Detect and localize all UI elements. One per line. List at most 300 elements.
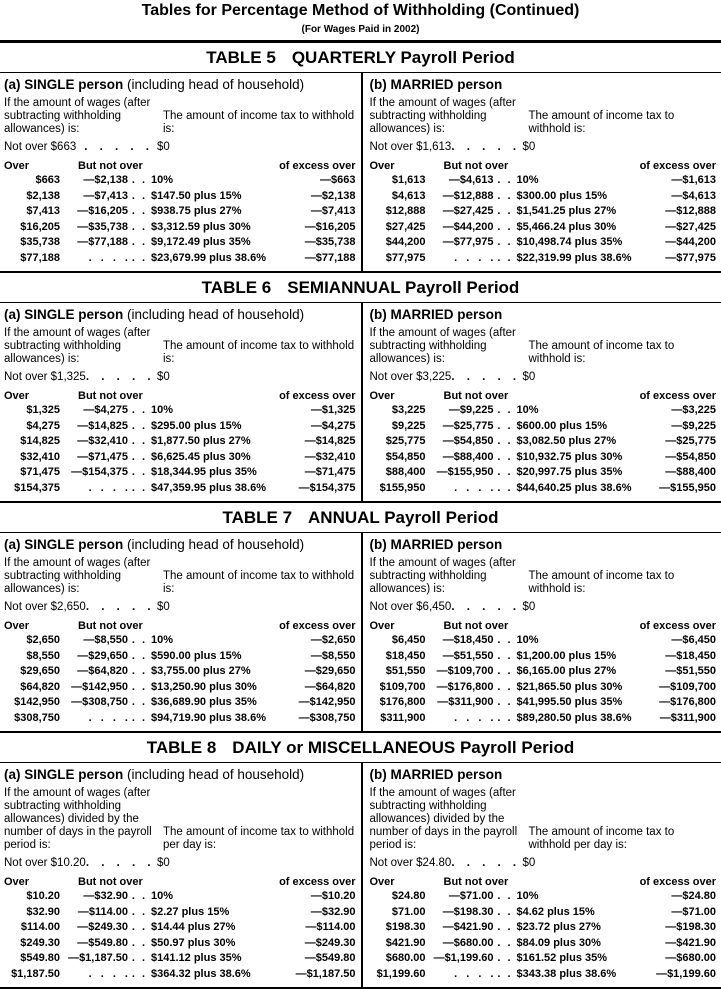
table-row bbox=[370, 434, 717, 450]
col-over-label: Over bbox=[370, 876, 444, 889]
dot-leader: . . bbox=[494, 920, 515, 936]
of-excess-over-value: —$71,475 bbox=[305, 465, 356, 481]
over-value: $7,413 bbox=[4, 204, 60, 220]
col-but-not-over-label: But not over bbox=[78, 160, 279, 173]
table-row bbox=[4, 664, 356, 680]
dot-leader: . . bbox=[128, 204, 149, 220]
dot-leader: . . bbox=[494, 951, 515, 967]
of-excess-over-value: —$249.30 bbox=[305, 936, 356, 952]
dot-leader: . . bbox=[494, 465, 515, 481]
over-value: $27,425 bbox=[370, 220, 426, 236]
of-excess-over-value: —$18,450 bbox=[665, 649, 716, 665]
tax-formula: $161.52 plus 35% bbox=[515, 951, 666, 967]
not-over-line bbox=[370, 601, 717, 613]
table-row bbox=[370, 403, 717, 419]
table-row bbox=[370, 220, 717, 236]
married-heading-bold: (b) MARRIED person bbox=[370, 537, 503, 552]
single-heading-rest: (including head of household) bbox=[123, 307, 304, 322]
over-value: $8,550 bbox=[4, 649, 60, 665]
dot-leader: . . bbox=[128, 220, 149, 236]
over-value: $71.00 bbox=[370, 905, 426, 921]
intro-text bbox=[370, 327, 717, 366]
over-value: $9,225 bbox=[370, 419, 426, 435]
dot-leader: . . . . . bbox=[451, 141, 516, 153]
col-of-excess-over-label: of excess over bbox=[640, 620, 716, 633]
over-value: $35,738 bbox=[4, 235, 60, 251]
but-not-over-value: —$44,200 bbox=[426, 220, 494, 236]
tax-description: The amount of income tax to withhold is: bbox=[529, 110, 717, 136]
column-headers bbox=[4, 160, 356, 173]
col-but-not-over-label: But not over bbox=[444, 620, 640, 633]
intro-text bbox=[4, 97, 356, 136]
over-value: $32,410 bbox=[4, 450, 60, 466]
of-excess-over-value: —$3,225 bbox=[671, 403, 716, 419]
wages-description: If the amount of wages (after subtracting withholding allowances) is: bbox=[370, 557, 523, 596]
of-excess-over-value: —$51,550 bbox=[665, 664, 716, 680]
but-not-over-value: —$8,550 bbox=[60, 633, 128, 649]
dot-leader: . . bbox=[128, 905, 149, 921]
single-heading bbox=[4, 306, 356, 327]
tax-formula: $295.00 plus 15% bbox=[149, 419, 311, 435]
table-row bbox=[370, 251, 717, 267]
table-8-body bbox=[0, 762, 721, 989]
column-headers bbox=[4, 876, 356, 889]
of-excess-over-value: —$77,188 bbox=[305, 251, 356, 267]
table-row bbox=[4, 465, 356, 481]
but-not-over-value: —$14,825 bbox=[60, 419, 128, 435]
tax-formula: $600.00 plus 15% bbox=[515, 419, 672, 435]
dot-leader: . . bbox=[494, 235, 515, 251]
page-subtitle: (For Wages Paid in 2002) bbox=[0, 24, 721, 35]
but-not-over-value: —$308,750 bbox=[60, 695, 128, 711]
tax-formula: $10,932.75 plus 30% bbox=[515, 450, 666, 466]
bracket-rows bbox=[370, 403, 717, 496]
table-number: TABLE 5 bbox=[206, 48, 276, 67]
of-excess-over-value: —$1,613 bbox=[671, 173, 716, 189]
dot-leader: . . bbox=[128, 419, 149, 435]
over-value: $549.80 bbox=[4, 951, 60, 967]
dot-leader: . . bbox=[128, 711, 149, 727]
table-name: ANNUAL Payroll Period bbox=[308, 508, 499, 527]
col-but-not-over-label: But not over bbox=[78, 876, 279, 889]
intro-text bbox=[370, 787, 717, 852]
of-excess-over-value: —$71.00 bbox=[671, 905, 716, 921]
tax-formula: $6,625.45 plus 30% bbox=[149, 450, 305, 466]
tax-formula: $4.62 plus 15% bbox=[515, 905, 672, 921]
of-excess-over-value: —$25,775 bbox=[665, 434, 716, 450]
table-row bbox=[4, 936, 356, 952]
table-number: TABLE 6 bbox=[202, 278, 272, 297]
of-excess-over-value: —$10.20 bbox=[311, 889, 356, 905]
of-excess-over-value: —$142,950 bbox=[299, 695, 356, 711]
but-not-over-value: —$311,900 bbox=[426, 695, 494, 711]
tax-formula: 10% bbox=[149, 403, 311, 419]
tax-formula: $14.44 plus 27% bbox=[149, 920, 305, 936]
col-over-label: Over bbox=[4, 390, 78, 403]
over-value: $77,975 bbox=[370, 251, 426, 267]
tax-formula: $6,165.00 plus 27% bbox=[515, 664, 666, 680]
over-value: $14,825 bbox=[4, 434, 60, 450]
bracket-rows bbox=[4, 173, 356, 266]
of-excess-over-value: —$7,413 bbox=[311, 204, 356, 220]
dot-leader: . . bbox=[128, 450, 149, 466]
dot-leader: . . bbox=[128, 251, 149, 267]
table-row bbox=[370, 204, 717, 220]
dot-leader: . . bbox=[128, 235, 149, 251]
not-over-text: Not over $1,325 bbox=[4, 371, 86, 383]
but-not-over-value: —$18,450 bbox=[426, 633, 494, 649]
over-value: $77,188 bbox=[4, 251, 60, 267]
not-over-amount: $0 bbox=[157, 141, 170, 153]
wages-description: If the amount of wages (after subtracting withholding allowances) divided by the number of days in the payroll period is: bbox=[370, 787, 523, 852]
table-row bbox=[4, 695, 356, 711]
not-over-amount: $0 bbox=[523, 857, 536, 869]
tax-formula: $5,466.24 plus 30% bbox=[515, 220, 666, 236]
table-row bbox=[370, 649, 717, 665]
of-excess-over-value: —$24.80 bbox=[671, 889, 716, 905]
of-excess-over-value: —$88,400 bbox=[665, 465, 716, 481]
tax-formula: $343.38 plus 38.6% bbox=[515, 967, 657, 983]
intro-text bbox=[4, 557, 356, 596]
dot-leader: . . bbox=[128, 967, 149, 983]
but-not-over-value: —$4,613 bbox=[426, 173, 494, 189]
of-excess-over-value: —$308,750 bbox=[299, 711, 356, 727]
tax-formula: $147.50 plus 15% bbox=[149, 189, 311, 205]
intro-text bbox=[370, 557, 717, 596]
of-excess-over-value: —$109,700 bbox=[659, 680, 716, 696]
table-6-body bbox=[0, 302, 721, 503]
tax-formula: $41,995.50 plus 35% bbox=[515, 695, 660, 711]
but-not-over-value: . . . . bbox=[60, 967, 128, 983]
tax-formula: $44,640.25 plus 38.6% bbox=[515, 481, 660, 497]
over-value: $4,275 bbox=[4, 419, 60, 435]
over-value: $29,650 bbox=[4, 664, 60, 680]
over-value: $12,888 bbox=[370, 204, 426, 220]
table-row bbox=[4, 434, 356, 450]
table-row bbox=[4, 649, 356, 665]
but-not-over-value: —$1,187.50 bbox=[60, 951, 128, 967]
table-row bbox=[370, 664, 717, 680]
over-value: $109,700 bbox=[370, 680, 426, 696]
dot-leader: . . . . . bbox=[451, 371, 516, 383]
not-over-line bbox=[4, 857, 356, 869]
of-excess-over-value: —$16,205 bbox=[305, 220, 356, 236]
but-not-over-value: —$421.90 bbox=[426, 920, 494, 936]
wages-description: If the amount of wages (after subtracting withholding allowances) is: bbox=[4, 327, 157, 366]
tax-formula: 10% bbox=[515, 633, 672, 649]
dot-leader: . . bbox=[128, 695, 149, 711]
but-not-over-value: . . . . bbox=[426, 251, 494, 267]
but-not-over-value: —$2,138 bbox=[60, 173, 128, 189]
over-value: $6,450 bbox=[370, 633, 426, 649]
single-heading-bold: (a) SINGLE person bbox=[4, 307, 123, 322]
of-excess-over-value: —$1,187.50 bbox=[296, 967, 356, 983]
dot-leader: . . bbox=[494, 889, 515, 905]
over-value: $680.00 bbox=[370, 951, 426, 967]
of-excess-over-value: —$311,900 bbox=[660, 711, 716, 727]
but-not-over-value: —$29,650 bbox=[60, 649, 128, 665]
but-not-over-value: . . . . bbox=[60, 251, 128, 267]
wages-description: If the amount of wages (after subtracting withholding allowances) divided by the number of days in the payroll period is: bbox=[4, 787, 157, 852]
table-8-section bbox=[0, 733, 721, 989]
bracket-rows bbox=[370, 889, 717, 982]
tax-formula: $300.00 plus 15% bbox=[515, 189, 672, 205]
but-not-over-value: —$64,820 bbox=[60, 664, 128, 680]
column-headers bbox=[4, 620, 356, 633]
table-5-married-panel bbox=[361, 73, 721, 271]
table-row bbox=[4, 235, 356, 251]
table-name: DAILY or MISCELLANEOUS Payroll Period bbox=[232, 738, 574, 757]
over-value: $51,550 bbox=[370, 664, 426, 680]
over-value: $54,850 bbox=[370, 450, 426, 466]
but-not-over-value: —$16,205 bbox=[60, 204, 128, 220]
dot-leader: . . bbox=[494, 481, 515, 497]
table-row bbox=[370, 173, 717, 189]
single-heading-bold: (a) SINGLE person bbox=[4, 77, 123, 92]
tax-description: The amount of income tax to withhold is: bbox=[163, 570, 356, 596]
tax-formula: $18,344.95 plus 35% bbox=[149, 465, 305, 481]
married-heading bbox=[370, 306, 717, 327]
single-heading bbox=[4, 76, 356, 97]
dot-leader: . . bbox=[494, 434, 515, 450]
bracket-rows bbox=[370, 173, 717, 266]
col-over-label: Over bbox=[4, 160, 78, 173]
over-value: $155,950 bbox=[370, 481, 426, 497]
not-over-amount: $0 bbox=[523, 141, 536, 153]
but-not-over-value: —$71.00 bbox=[426, 889, 494, 905]
wages-description: If the amount of wages (after subtracting withholding allowances) is: bbox=[370, 97, 523, 136]
over-value: $1,199.60 bbox=[370, 967, 426, 983]
dot-leader: . . bbox=[128, 936, 149, 952]
col-over-label: Over bbox=[370, 620, 444, 633]
col-of-excess-over-label: of excess over bbox=[640, 390, 716, 403]
col-of-excess-over-label: of excess over bbox=[640, 160, 716, 173]
table-row bbox=[370, 465, 717, 481]
dot-leader: . . bbox=[494, 664, 515, 680]
over-value: $32.90 bbox=[4, 905, 60, 921]
table-row bbox=[4, 711, 356, 727]
over-value: $421.90 bbox=[370, 936, 426, 952]
not-over-text: Not over $10.20 bbox=[4, 857, 86, 869]
page-title: Tables for Percentage Method of Withholding (Continued) bbox=[0, 2, 721, 20]
table-row bbox=[4, 680, 356, 696]
but-not-over-value: —$27,425 bbox=[426, 204, 494, 220]
document-header bbox=[0, 0, 721, 43]
dot-leader: . . . . . bbox=[86, 371, 151, 383]
but-not-over-value: . . . . bbox=[60, 711, 128, 727]
single-heading-rest: (including head of household) bbox=[123, 537, 304, 552]
over-value: $311,900 bbox=[370, 711, 426, 727]
table-row bbox=[4, 920, 356, 936]
dot-leader: . . . . . bbox=[451, 857, 516, 869]
married-heading bbox=[370, 766, 717, 787]
col-over-label: Over bbox=[370, 390, 444, 403]
table-6-married-panel bbox=[361, 303, 721, 501]
tax-formula: $3,312.59 plus 30% bbox=[149, 220, 305, 236]
dot-leader: . . bbox=[494, 204, 515, 220]
col-but-not-over-label: But not over bbox=[444, 390, 640, 403]
tax-formula: 10% bbox=[149, 889, 311, 905]
table-row bbox=[370, 951, 717, 967]
of-excess-over-value: —$54,850 bbox=[665, 450, 716, 466]
married-heading bbox=[370, 536, 717, 557]
over-value: $44,200 bbox=[370, 235, 426, 251]
not-over-line bbox=[4, 371, 356, 383]
table-row bbox=[4, 251, 356, 267]
tax-description: The amount of income tax to withhold is: bbox=[529, 570, 717, 596]
table-row bbox=[370, 481, 717, 497]
not-over-text: Not over $2,650 bbox=[4, 601, 86, 613]
table-7-section bbox=[0, 503, 721, 733]
dot-leader: . . . . . bbox=[84, 141, 149, 153]
of-excess-over-value: —$8,550 bbox=[311, 649, 356, 665]
bracket-rows bbox=[4, 403, 356, 496]
table-row bbox=[4, 204, 356, 220]
but-not-over-value: . . . . bbox=[60, 481, 128, 497]
but-not-over-value: —$114.00 bbox=[60, 905, 128, 921]
but-not-over-value: —$680.00 bbox=[426, 936, 494, 952]
tax-description: The amount of income tax to withhold per day is: bbox=[529, 826, 717, 852]
but-not-over-value: —$142,950 bbox=[60, 680, 128, 696]
not-over-text: Not over $6,450 bbox=[370, 601, 452, 613]
single-heading bbox=[4, 536, 356, 557]
table-7-body bbox=[0, 532, 721, 733]
table-7-single-panel bbox=[0, 533, 361, 731]
table-8-single-panel bbox=[0, 763, 361, 987]
dot-leader: . . bbox=[128, 465, 149, 481]
column-headers bbox=[370, 876, 717, 889]
table-row bbox=[370, 633, 717, 649]
tax-formula: $3,755.00 plus 27% bbox=[149, 664, 305, 680]
over-value: $2,138 bbox=[4, 189, 60, 205]
but-not-over-value: —$155,950 bbox=[426, 465, 494, 481]
column-headers bbox=[370, 390, 717, 403]
married-heading-bold: (b) MARRIED person bbox=[370, 307, 503, 322]
not-over-line bbox=[370, 857, 717, 869]
over-value: $308,750 bbox=[4, 711, 60, 727]
dot-leader: . . bbox=[494, 967, 515, 983]
but-not-over-value: —$54,850 bbox=[426, 434, 494, 450]
table-row bbox=[370, 905, 717, 921]
married-heading-bold: (b) MARRIED person bbox=[370, 77, 503, 92]
married-heading-bold: (b) MARRIED person bbox=[370, 767, 503, 782]
dot-leader: . . bbox=[494, 633, 515, 649]
table-row bbox=[4, 403, 356, 419]
dot-leader: . . bbox=[494, 905, 515, 921]
dot-leader: . . bbox=[494, 173, 515, 189]
of-excess-over-value: —$549.80 bbox=[305, 951, 356, 967]
table-row bbox=[4, 481, 356, 497]
of-excess-over-value: —$176,800 bbox=[659, 695, 716, 711]
col-over-label: Over bbox=[370, 160, 444, 173]
dot-leader: . . bbox=[494, 189, 515, 205]
table-row bbox=[370, 450, 717, 466]
not-over-line bbox=[370, 371, 717, 383]
table-number: TABLE 8 bbox=[147, 738, 217, 757]
but-not-over-value: —$77,975 bbox=[426, 235, 494, 251]
but-not-over-value: —$549.80 bbox=[60, 936, 128, 952]
wages-description: If the amount of wages (after subtracting withholding allowances) is: bbox=[370, 327, 523, 366]
but-not-over-value: —$198.30 bbox=[426, 905, 494, 921]
col-over-label: Over bbox=[4, 620, 78, 633]
single-heading-bold: (a) SINGLE person bbox=[4, 537, 123, 552]
column-headers bbox=[370, 160, 717, 173]
tax-formula: $938.75 plus 27% bbox=[149, 204, 311, 220]
but-not-over-value: —$77,188 bbox=[60, 235, 128, 251]
but-not-over-value: —$88,400 bbox=[426, 450, 494, 466]
of-excess-over-value: —$1,325 bbox=[311, 403, 356, 419]
bracket-rows bbox=[4, 889, 356, 982]
tax-formula: $364.32 plus 38.6% bbox=[149, 967, 296, 983]
not-over-text: Not over $24.80 bbox=[370, 857, 452, 869]
table-row bbox=[370, 235, 717, 251]
of-excess-over-value: —$2,650 bbox=[311, 633, 356, 649]
but-not-over-value: —$7,413 bbox=[60, 189, 128, 205]
over-value: $10.20 bbox=[4, 889, 60, 905]
not-over-text: Not over $3,225 bbox=[370, 371, 452, 383]
table-row bbox=[370, 711, 717, 727]
of-excess-over-value: —$29,650 bbox=[305, 664, 356, 680]
not-over-line bbox=[370, 141, 717, 153]
table-row bbox=[370, 889, 717, 905]
tax-formula: 10% bbox=[515, 403, 672, 419]
not-over-amount: $0 bbox=[157, 371, 170, 383]
but-not-over-value: —$32,410 bbox=[60, 434, 128, 450]
col-but-not-over-label: But not over bbox=[444, 876, 640, 889]
tax-formula: $2.27 plus 15% bbox=[149, 905, 311, 921]
table-row bbox=[4, 889, 356, 905]
dot-leader: . . bbox=[128, 649, 149, 665]
bracket-rows bbox=[4, 633, 356, 726]
of-excess-over-value: —$32,410 bbox=[305, 450, 356, 466]
single-heading-rest: (including head of household) bbox=[123, 767, 304, 782]
not-over-amount: $0 bbox=[157, 601, 170, 613]
dot-leader: . . bbox=[494, 936, 515, 952]
table-5-section bbox=[0, 43, 721, 273]
table-row bbox=[4, 189, 356, 205]
of-excess-over-value: —$44,200 bbox=[665, 235, 716, 251]
dot-leader: . . bbox=[128, 889, 149, 905]
col-of-excess-over-label: of excess over bbox=[279, 620, 355, 633]
tax-formula: $21,865.50 plus 30% bbox=[515, 680, 660, 696]
not-over-line bbox=[4, 141, 356, 153]
dot-leader: . . bbox=[128, 173, 149, 189]
tax-formula: 10% bbox=[149, 173, 320, 189]
over-value: $142,950 bbox=[4, 695, 60, 711]
dot-leader: . . . . . bbox=[86, 857, 151, 869]
dot-leader: . . bbox=[494, 419, 515, 435]
of-excess-over-value: —$27,425 bbox=[665, 220, 716, 236]
but-not-over-value: —$176,800 bbox=[426, 680, 494, 696]
tax-formula: $36,689.90 plus 35% bbox=[149, 695, 299, 711]
intro-text bbox=[4, 787, 356, 852]
dot-leader: . . bbox=[494, 450, 515, 466]
table-row bbox=[370, 680, 717, 696]
dot-leader: . . bbox=[128, 920, 149, 936]
tax-formula: 10% bbox=[515, 173, 672, 189]
tax-formula: 10% bbox=[149, 633, 311, 649]
of-excess-over-value: —$12,888 bbox=[665, 204, 716, 220]
single-heading-rest: (including head of household) bbox=[123, 77, 304, 92]
but-not-over-value: . . . . bbox=[426, 967, 494, 983]
dot-leader: . . bbox=[494, 649, 515, 665]
of-excess-over-value: —$14,825 bbox=[305, 434, 356, 450]
tax-formula: $23.72 plus 27% bbox=[515, 920, 666, 936]
tax-formula: $23,679.99 plus 38.6% bbox=[149, 251, 305, 267]
of-excess-over-value: —$114.00 bbox=[305, 920, 355, 936]
married-heading bbox=[370, 76, 717, 97]
col-of-excess-over-label: of excess over bbox=[279, 390, 355, 403]
